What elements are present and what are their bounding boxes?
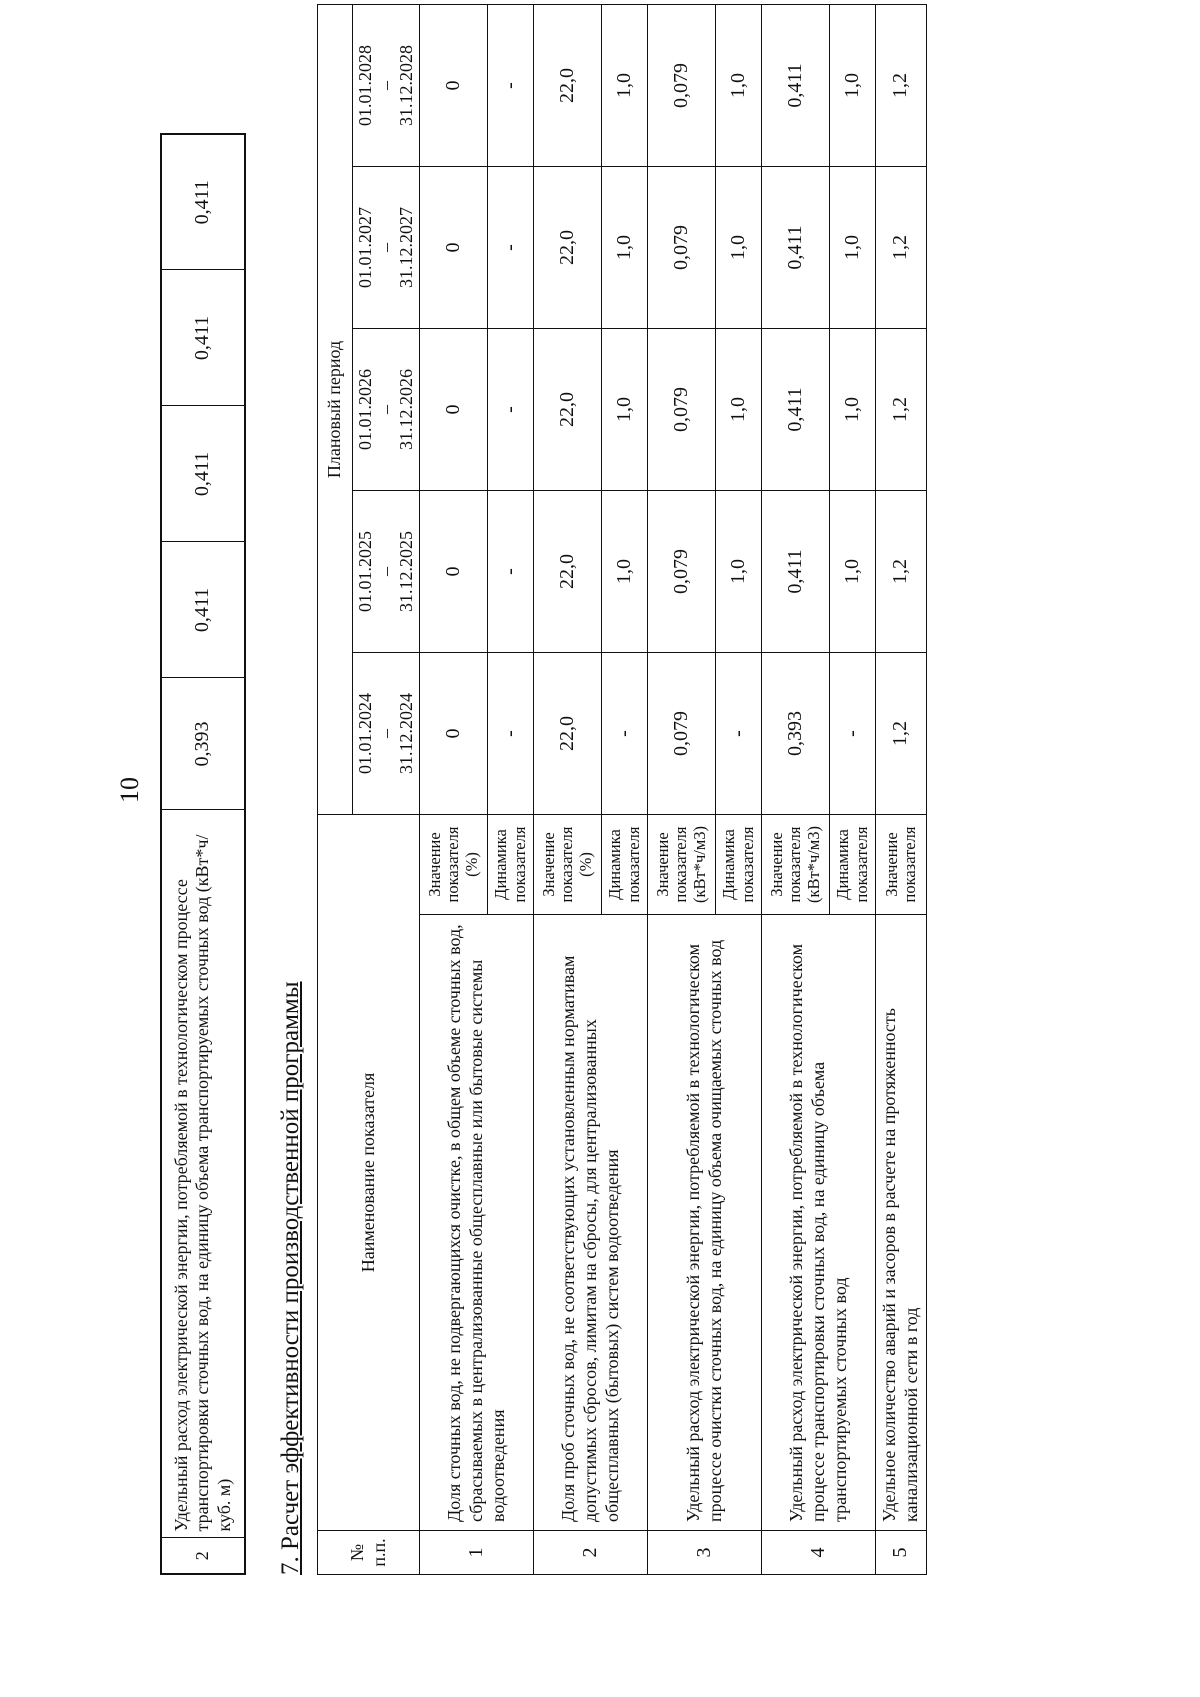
value-cell: 0,411 [762,5,830,167]
period-header [353,329,420,491]
sub-indicator-label: Динамика показателя [716,815,762,915]
sub-indicator-label: Динамика показателя [602,815,648,915]
period-end: 31.12.2025 [396,531,417,612]
table-row [648,5,716,1575]
value-cell: - [488,5,534,167]
value-cell: 0,411 [161,134,245,270]
section-heading: 7. Расчет эффективности производственной программы [277,981,304,1575]
value-cell: 0,411 [161,406,245,542]
row-number: 2 [161,1538,245,1574]
value-cell: 1,2 [876,491,927,653]
page-number: 10 [115,777,144,803]
value-cell: 1,2 [876,167,927,329]
value-cell: 0,411 [762,329,830,491]
sub-indicator-label: Значение показателя (%) [420,815,488,915]
value-cell: 1,0 [716,491,762,653]
value-cell: 22,0 [534,653,602,815]
row-number: 2 [534,1531,648,1575]
value-cell: 1,2 [876,5,927,167]
period-header [353,5,420,167]
value-cell: 1,0 [602,5,648,167]
value-cell: 0 [420,329,488,491]
period-dash: – [375,405,396,414]
value-cell: 22,0 [534,5,602,167]
row-number: 4 [762,1531,876,1575]
value-cell: - [716,653,762,815]
indicator-name: Удельный расход электрической энергии, потребляемой в технологическом процессе транспортировки сточных вод, на единицу объема транспортируемых сточных вод [762,915,876,1531]
value-cell: 0,411 [161,542,245,678]
period-start: 01.01.2028 [355,45,375,126]
period-end: 31.12.2027 [396,207,417,288]
period-end: 31.12.2024 [396,693,417,774]
value-cell: 0,411 [762,167,830,329]
indicator-name: Доля проб сточных вод, не соответствующих установленным нормативам допустимых сбросов, лимитам на сбросы, для централизованных общесплавных (бытовых) систем водоотведения [534,915,648,1531]
value-cell: 1,2 [876,653,927,815]
sub-indicator-label: Значение показателя (кВт*ч/м3) [648,815,716,915]
value-cell: 1,0 [602,329,648,491]
table-row [420,5,488,1575]
header-indicator-name: Наименование показателя [318,815,420,1531]
value-cell: 0 [420,167,488,329]
indicator-name: Удельное количество аварий и засоров в расчете на протяженность канализационной сети в год [876,915,927,1531]
indicator-name: Доля сточных вод, не подвергающихся очистке, в общем объеме сточных вод, сбрасываемых в централизованные общесплавные или бытовые системы водоотведения [420,915,534,1531]
sub-indicator-label: Значение показателя [876,815,927,915]
value-cell: 0,411 [161,270,245,406]
value-cell: - [488,329,534,491]
period-header [353,491,420,653]
value-cell: 0,393 [161,678,245,810]
table-row [762,5,830,1575]
period-header [353,167,420,329]
value-cell: 1,0 [716,167,762,329]
value-cell: 1,0 [602,167,648,329]
value-cell: 1,0 [716,5,762,167]
sub-indicator-label: Динамика показателя [830,815,876,915]
header-number: № п.п. [318,1531,420,1575]
sub-indicator-label: Значение показателя (кВт*ч/м3) [762,815,830,915]
table-row [534,5,602,1575]
continued-indicator-table [160,133,246,1575]
period-start: 01.01.2027 [355,207,375,288]
period-dash: – [375,729,396,738]
value-cell: - [488,653,534,815]
value-cell: 1,0 [830,5,876,167]
period-dash: – [375,567,396,576]
value-cell: 0,079 [648,491,716,653]
table-row [876,5,927,1575]
value-cell: 0,393 [762,653,830,815]
value-cell: 1,0 [830,167,876,329]
value-cell: 0,079 [648,5,716,167]
value-cell: - [488,491,534,653]
value-cell: 0 [420,5,488,167]
row-number: 3 [648,1531,762,1575]
sub-indicator-label: Значение показателя (%) [534,815,602,915]
value-cell: 1,0 [716,329,762,491]
efficiency-table [317,4,927,1575]
period-start: 01.01.2026 [355,369,375,450]
value-cell: 1,0 [602,491,648,653]
sub-indicator-label: Динамика показателя [488,815,534,915]
value-cell: - [830,653,876,815]
header-planned-period: Плановый период [318,5,353,815]
value-cell: - [602,653,648,815]
period-start: 01.01.2025 [355,531,375,612]
value-cell: - [488,167,534,329]
indicator-name: Удельный расход электрической энергии, потребляемой в технологическом процессе транспортировки сточных вод, на единицу объема транспортируемых сточных вод (кВт*ч/куб. м) [161,810,245,1538]
row-number: 1 [420,1531,534,1575]
period-header [353,653,420,815]
value-cell: 0,079 [648,653,716,815]
value-cell: 0,079 [648,329,716,491]
value-cell: 22,0 [534,491,602,653]
value-cell: 1,0 [830,329,876,491]
period-start: 01.01.2024 [355,693,375,774]
period-dash: – [375,243,396,252]
value-cell: 0 [420,653,488,815]
period-dash: – [375,81,396,90]
header-row [318,5,353,1575]
value-cell: 0 [420,491,488,653]
rotated-page-content [55,5,1175,1575]
value-cell: 0,079 [648,167,716,329]
period-end: 31.12.2028 [396,45,417,126]
period-end: 31.12.2026 [396,369,417,450]
value-cell: 0,411 [762,491,830,653]
value-cell: 22,0 [534,329,602,491]
value-cell: 22,0 [534,167,602,329]
value-cell: 1,2 [876,329,927,491]
row-number: 5 [876,1531,927,1575]
table-row [161,134,245,1574]
value-cell: 1,0 [830,491,876,653]
indicator-name: Удельный расход электрической энергии, потребляемой в технологическом процессе очистки сточных вод, на единицу объема очищаемых сточных вод [648,915,762,1531]
